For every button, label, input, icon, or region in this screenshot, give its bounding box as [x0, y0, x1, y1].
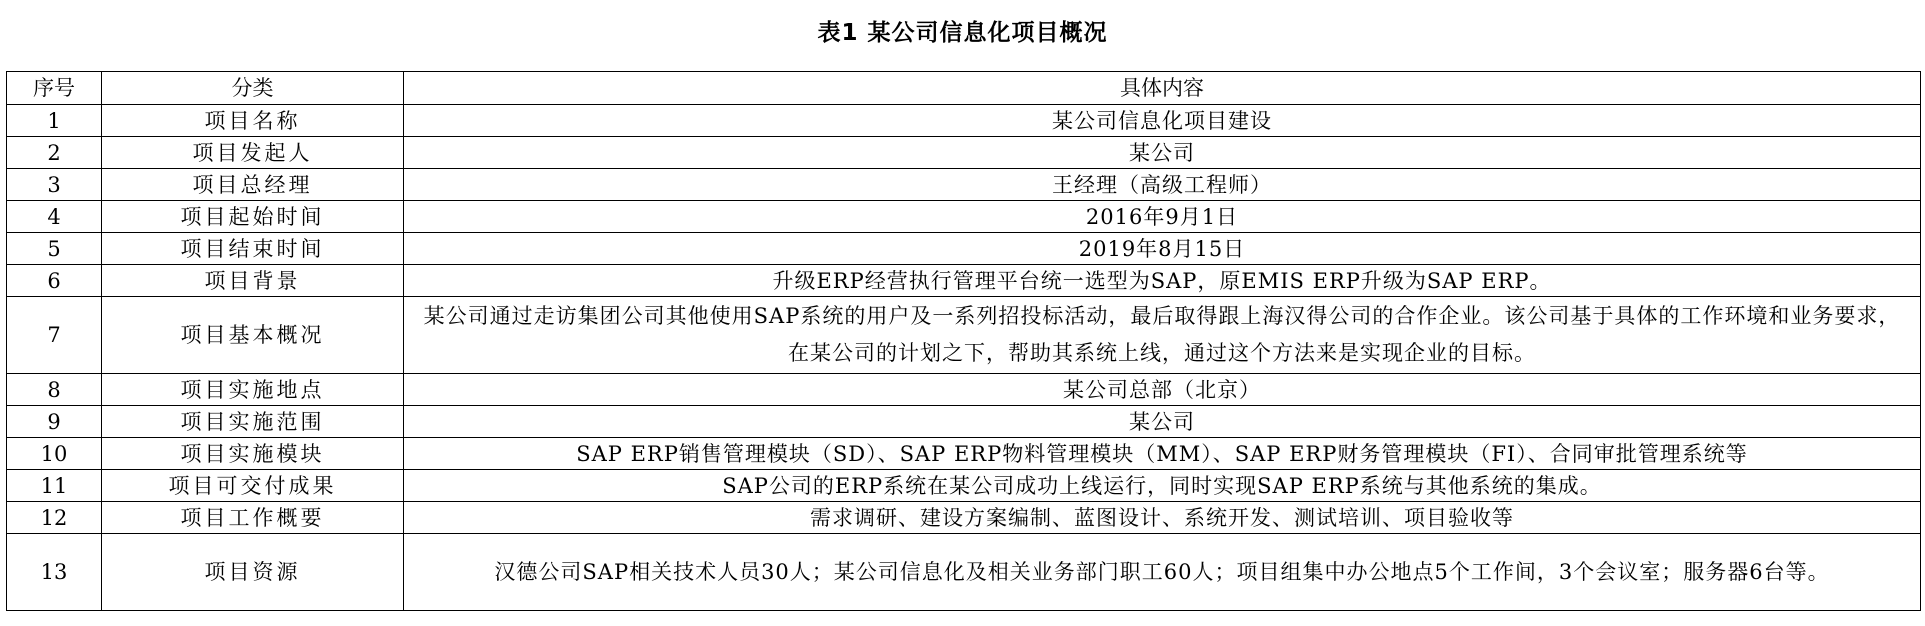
header-content: 具体内容	[404, 72, 1921, 105]
row-number: 1	[7, 105, 102, 137]
row-number: 10	[7, 438, 102, 470]
row-category: 项目起始时间	[102, 201, 404, 233]
row-category: 项目工作概要	[102, 502, 404, 534]
row-number: 4	[7, 201, 102, 233]
table-row	[7, 233, 1921, 265]
row-number: 6	[7, 265, 102, 297]
row-content: 王经理（高级工程师）	[404, 169, 1921, 201]
row-content: 某公司总部（北京）	[404, 374, 1921, 406]
row-number: 3	[7, 169, 102, 201]
project-overview-table	[6, 71, 1921, 611]
table-caption: 表1 某公司信息化项目概况	[817, 20, 1108, 46]
header-category: 分类	[102, 72, 404, 105]
row-content: 2016年9月1日	[404, 201, 1921, 233]
row-category: 项目实施模块	[102, 438, 404, 470]
row-category: 项目实施范围	[102, 406, 404, 438]
table-row	[7, 470, 1921, 502]
row-content: 某公司	[404, 406, 1921, 438]
row-number: 11	[7, 470, 102, 502]
row-content: SAP ERP销售管理模块（SD）、SAP ERP物料管理模块（MM）、SAP ERP财务管理模块（FI）、合同审批管理系统等	[404, 438, 1921, 470]
table-row	[7, 534, 1921, 611]
row-content: 汉德公司SAP相关技术人员30人；某公司信息化及相关业务部门职工60人；项目组集中办公地点5个工作间，3个会议室；服务器6台等。	[404, 534, 1921, 611]
table-row	[7, 374, 1921, 406]
header-serial-number: 序号	[7, 72, 102, 105]
table-row	[7, 406, 1921, 438]
row-number: 12	[7, 502, 102, 534]
row-category: 项目名称	[102, 105, 404, 137]
row-content: 2019年8月15日	[404, 233, 1921, 265]
row-number: 5	[7, 233, 102, 265]
row-category: 项目总经理	[102, 169, 404, 201]
table-row	[7, 438, 1921, 470]
row-category: 项目发起人	[102, 137, 404, 169]
row-content: 某公司通过走访集团公司其他使用SAP系统的用户及一系列招投标活动，最后取得跟上海汉得公司的合作企业。该公司基于具体的工作环境和业务要求，在某公司的计划之下，帮助其系统上线，通过这个方法来是实现企业的目标。	[404, 297, 1921, 374]
table-row	[7, 105, 1921, 137]
row-category: 项目资源	[102, 534, 404, 611]
row-category: 项目实施地点	[102, 374, 404, 406]
row-content: SAP公司的ERP系统在某公司成功上线运行，同时实现SAP ERP系统与其他系统的集成。	[404, 470, 1921, 502]
table-row	[7, 502, 1921, 534]
row-content: 某公司信息化项目建设	[404, 105, 1921, 137]
row-category: 项目背景	[102, 265, 404, 297]
row-number: 8	[7, 374, 102, 406]
row-number: 2	[7, 137, 102, 169]
row-number: 9	[7, 406, 102, 438]
table-row	[7, 201, 1921, 233]
table-row	[7, 169, 1921, 201]
table-row	[7, 265, 1921, 297]
table-row	[7, 297, 1921, 374]
row-category: 项目基本概况	[102, 297, 404, 374]
row-category: 项目可交付成果	[102, 470, 404, 502]
row-content: 需求调研、建设方案编制、蓝图设计、系统开发、测试培训、项目验收等	[404, 502, 1921, 534]
row-number: 7	[7, 297, 102, 374]
table-row	[7, 137, 1921, 169]
row-content: 某公司	[404, 137, 1921, 169]
table-header-row	[7, 72, 1921, 105]
row-category: 项目结束时间	[102, 233, 404, 265]
row-content: 升级ERP经营执行管理平台统一选型为SAP，原EMIS ERP升级为SAP ERP。	[404, 265, 1921, 297]
row-number: 13	[7, 534, 102, 611]
